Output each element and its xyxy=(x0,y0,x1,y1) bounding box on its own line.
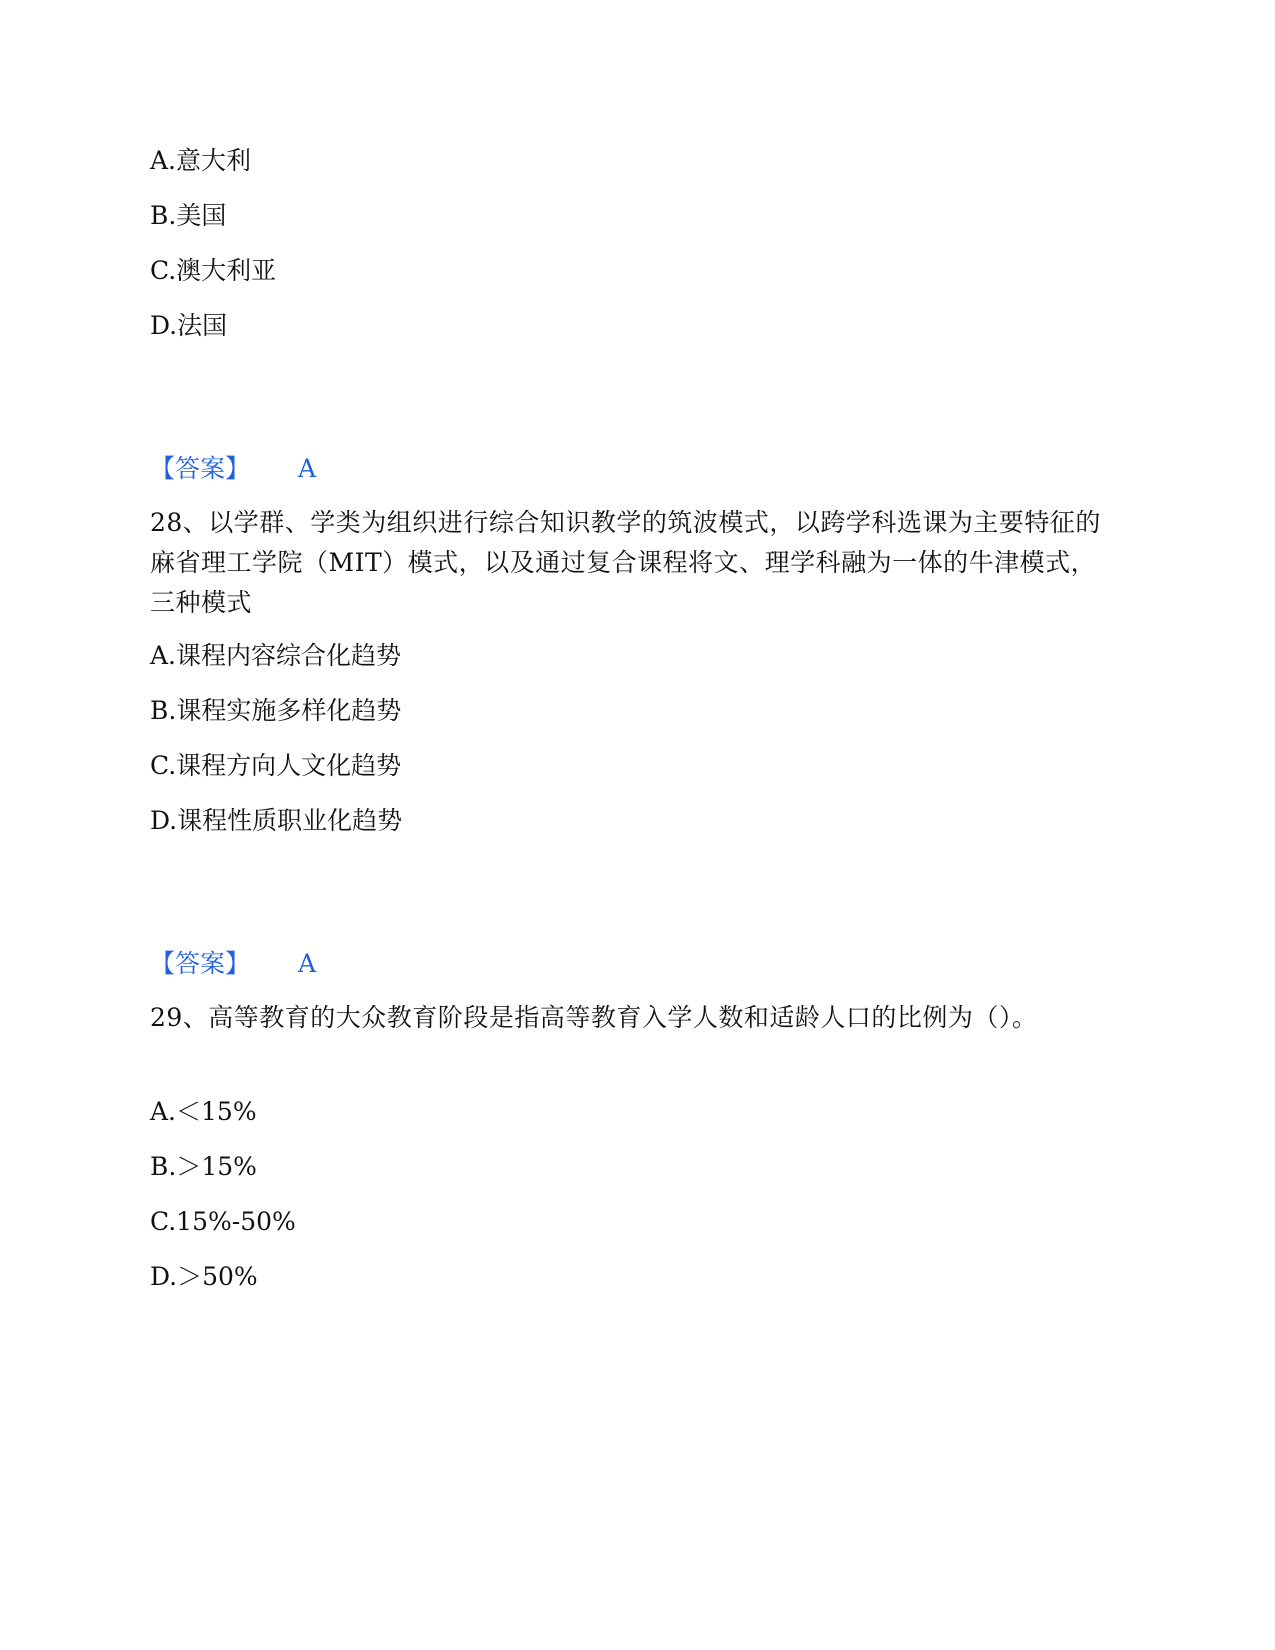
q29-option-b: B.＞15% xyxy=(150,1152,257,1181)
q28-stem: 28、以学群、学类为组织进行综合知识教学的筑波模式，以跨学科选课为主要特征的麻省理工学院（MIT）模式，以及通过复合课程将文、理学科融为一体的牛津模式，三种模式 xyxy=(150,508,1101,617)
q27-answer xyxy=(150,453,316,485)
q28-answer xyxy=(150,948,316,980)
q28-option-a: A.课程内容综合化趋势 xyxy=(150,641,402,670)
q28-answer-value: A xyxy=(298,949,317,978)
q29-stem: 29、高等教育的大众教育阶段是指高等教育入学人数和适龄人口的比例为（）。 xyxy=(150,1003,1038,1032)
q27-option-d: D.法国 xyxy=(150,311,228,340)
q27-option-b: B.美国 xyxy=(150,201,227,230)
q28-option-c: C.课程方向人文化趋势 xyxy=(150,751,402,780)
q27-answer-label: 【答案】 xyxy=(150,454,251,483)
q29-option-a: A.＜15% xyxy=(150,1097,257,1126)
q28-answer-label: 【答案】 xyxy=(150,949,251,978)
q27-option-a: A.意大利 xyxy=(150,146,252,175)
q29-option-c: C.15%-50% xyxy=(150,1207,296,1236)
q27-answer-value: A xyxy=(298,454,317,483)
q29-option-d: D.＞50% xyxy=(150,1262,258,1291)
q28-option-b: B.课程实施多样化趋势 xyxy=(150,696,402,725)
q27-option-c: C.澳大利亚 xyxy=(150,256,277,285)
q28-option-d: D.课程性质职业化趋势 xyxy=(150,806,403,835)
